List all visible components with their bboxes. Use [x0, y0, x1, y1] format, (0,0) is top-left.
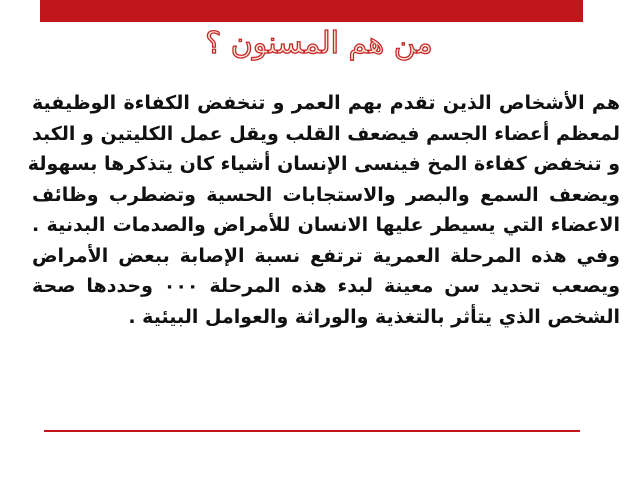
paragraph-line: و تنخفض كفاءة المخ فينسى الإنسان أشياء كان يتذكرها بسهولة	[27, 153, 620, 175]
paragraph-line: هم الأشخاص الذين تقدم بهم العمر و تنخفض الكفاءة الوظيفية	[32, 92, 620, 114]
body-paragraph	[27, 88, 620, 332]
paragraph-line: الاعضاء التي يسيطر عليها الانسان للأمراض والصدمات البدنية .	[32, 214, 620, 236]
paragraph-line: لمعظم أعضاء الجسم فيضعف القلب ويقل عمل الكليتين و الكبد	[32, 122, 620, 145]
paragraph-line: ويصعب تحديد سن معينة لبدء هذه المرحلة ٠٠٠ وحددها صحة	[32, 275, 620, 297]
paragraph-line-last: الشخص الذي يتأثر بالتغذية والوراثة والعوامل البيئية .	[128, 305, 620, 328]
top-accent-bar	[40, 0, 583, 22]
slide-title: من هم المسنون ؟	[205, 26, 433, 61]
paragraph-line: وفي هذه المرحلة العمرية ترتفع نسبة الإصابة ببعض الأمراض	[32, 244, 620, 267]
bottom-divider	[44, 430, 580, 432]
paragraph-line: ويضعف السمع والبصر والاستجابات الحسية وتضطرب وظائف	[32, 183, 620, 206]
